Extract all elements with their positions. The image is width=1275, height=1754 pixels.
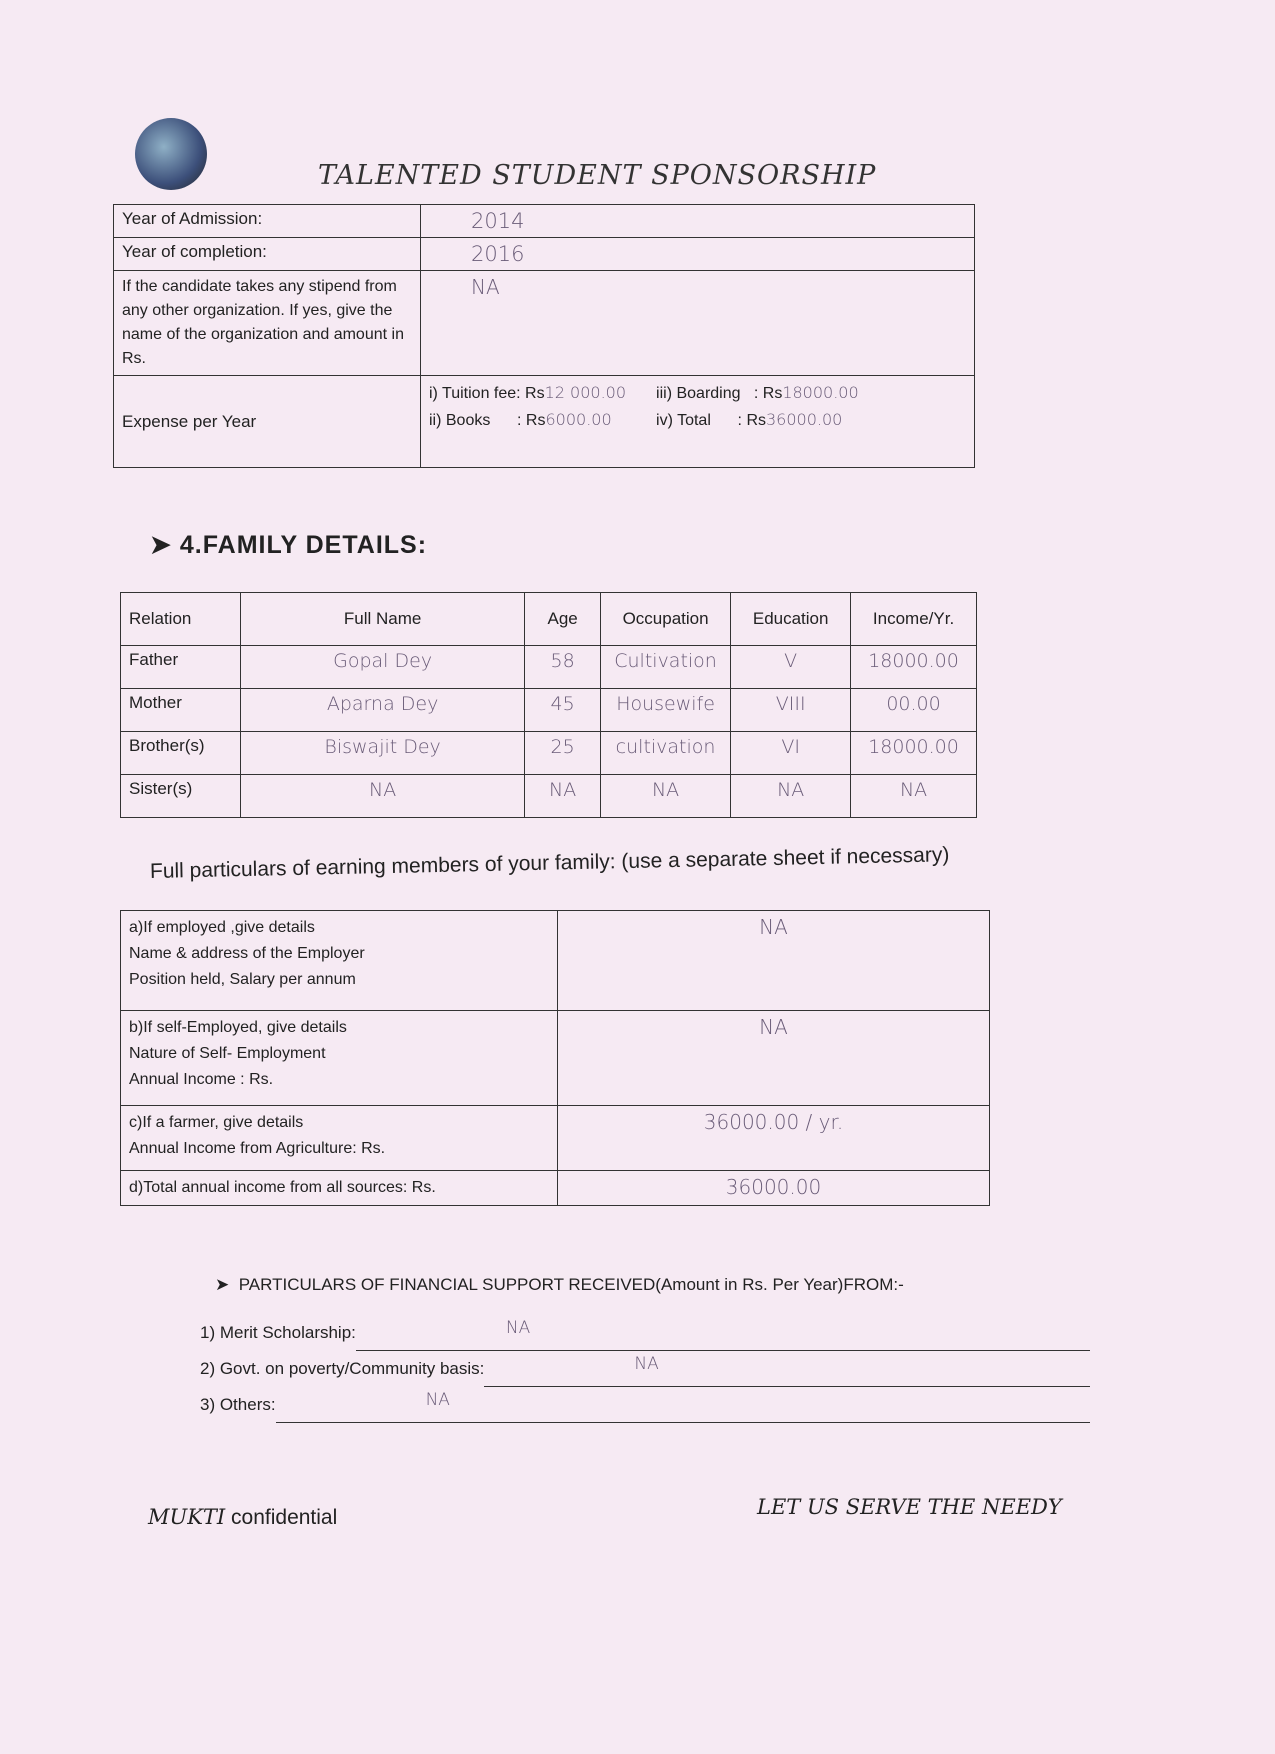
family-cell: Sister(s) <box>121 775 241 818</box>
family-header-cell: Income/Yr. <box>851 593 977 646</box>
stipend-label: If the candidate takes any stipend from any other organization. If yes, give the name of the organization and amount in Rs. <box>114 271 421 376</box>
admission-value: 2014 <box>421 205 975 238</box>
arrow-bullet-icon: ➤ <box>150 531 180 559</box>
family-cell: NA <box>600 775 730 818</box>
family-header-cell: Full Name <box>240 593 525 646</box>
family-cell: 58 <box>525 646 601 689</box>
family-row <box>121 732 977 775</box>
form-title: TALENTED STUDENT SPONSORSHIP <box>318 160 877 191</box>
family-cell: Cultivation <box>600 646 730 689</box>
family-row <box>121 646 977 689</box>
mukti-logo <box>135 118 207 190</box>
support-value: NA <box>484 1351 1090 1387</box>
family-cell: 00.00 <box>851 689 977 732</box>
family-row <box>121 775 977 818</box>
stipend-value: NA <box>421 271 975 376</box>
expense-label: Expense per Year <box>114 376 421 468</box>
family-cell: V <box>731 646 851 689</box>
family-cell: Brother(s) <box>121 732 241 775</box>
family-header-cell: Age <box>525 593 601 646</box>
family-header-cell: Education <box>731 593 851 646</box>
family-cell: NA <box>240 775 525 818</box>
tuition-value: 12 000.00 <box>544 383 627 402</box>
support-item <box>200 1351 1090 1387</box>
support-label: 3) Others: <box>200 1395 276 1414</box>
earning-row <box>121 1011 990 1106</box>
support-heading: ➤ PARTICULARS OF FINANCIAL SUPPORT RECEIVED(Amount in Rs. Per Year)FROM:- <box>215 1275 904 1294</box>
support-label: 2) Govt. on poverty/Community basis: <box>200 1359 485 1378</box>
completion-label: Year of completion: <box>114 238 421 271</box>
earning-row <box>121 1171 990 1206</box>
family-table-header <box>121 593 977 646</box>
earning-label: c)If a farmer, give details Annual Income from Agriculture: Rs. <box>121 1106 558 1171</box>
family-cell: cultivation <box>600 732 730 775</box>
total-value: 36000.00 <box>766 410 843 429</box>
support-value: NA <box>276 1387 1090 1423</box>
family-cell: Aparna Dey <box>240 689 525 732</box>
family-cell: VI <box>731 732 851 775</box>
support-value: NA <box>356 1315 1090 1351</box>
earning-row <box>121 911 990 1011</box>
boarding-label: iii) Boarding : Rs <box>656 385 783 402</box>
family-cell: NA <box>731 775 851 818</box>
family-cell: Gopal Dey <box>240 646 525 689</box>
family-cell: Housewife <box>600 689 730 732</box>
earning-value: 36000.00 / yr. <box>558 1106 990 1171</box>
support-item <box>200 1387 1090 1423</box>
support-item <box>200 1315 1090 1351</box>
support-list <box>200 1315 1090 1423</box>
books-label: ii) Books : Rs <box>429 412 546 429</box>
family-cell: 45 <box>525 689 601 732</box>
family-cell: 18000.00 <box>851 646 977 689</box>
earning-value: 36000.00 <box>558 1171 990 1206</box>
books-value: 6000.00 <box>545 410 612 429</box>
family-header-cell: Relation <box>121 593 241 646</box>
earning-label: d)Total annual income from all sources: Rs. <box>121 1171 558 1206</box>
family-cell: Mother <box>121 689 241 732</box>
earning-value: NA <box>558 1011 990 1106</box>
arrow-bullet-icon: ➤ <box>215 1275 239 1294</box>
family-cell: 18000.00 <box>851 732 977 775</box>
family-cell: VIII <box>731 689 851 732</box>
earning-row <box>121 1106 990 1171</box>
family-table <box>120 592 977 818</box>
family-cell: Father <box>121 646 241 689</box>
tuition-label: i) Tuition fee: Rs <box>429 385 545 402</box>
total-label: iv) Total : Rs <box>656 412 766 429</box>
family-cell: NA <box>525 775 601 818</box>
family-header-cell: Occupation <box>600 593 730 646</box>
family-row <box>121 689 977 732</box>
completion-value: 2016 <box>421 238 975 271</box>
boarding-value: 18000.00 <box>782 383 859 402</box>
admission-label: Year of Admission: <box>114 205 421 238</box>
family-section-heading: ➤ 4.FAMILY DETAILS: <box>150 531 428 559</box>
expense-details <box>421 376 975 468</box>
support-label: 1) Merit Scholarship: <box>200 1323 356 1342</box>
footer-left: MUKTI confidential <box>148 1505 338 1529</box>
footer-slogan: LET US SERVE THE NEEDY <box>757 1495 1062 1519</box>
earning-label: a)If employed ,give details Name & address of the Employer Position held, Salary per annum <box>121 911 558 1011</box>
earning-table <box>120 910 990 1206</box>
family-cell: 25 <box>525 732 601 775</box>
earning-value: NA <box>558 911 990 1011</box>
admission-table <box>113 204 975 468</box>
earning-note: Full particulars of earning members of your family: (use a separate sheet if necessary) <box>149 843 950 883</box>
family-cell: Biswajit Dey <box>240 732 525 775</box>
earning-label: b)If self-Employed, give details Nature of Self- Employment Annual Income : Rs. <box>121 1011 558 1106</box>
family-cell: NA <box>851 775 977 818</box>
